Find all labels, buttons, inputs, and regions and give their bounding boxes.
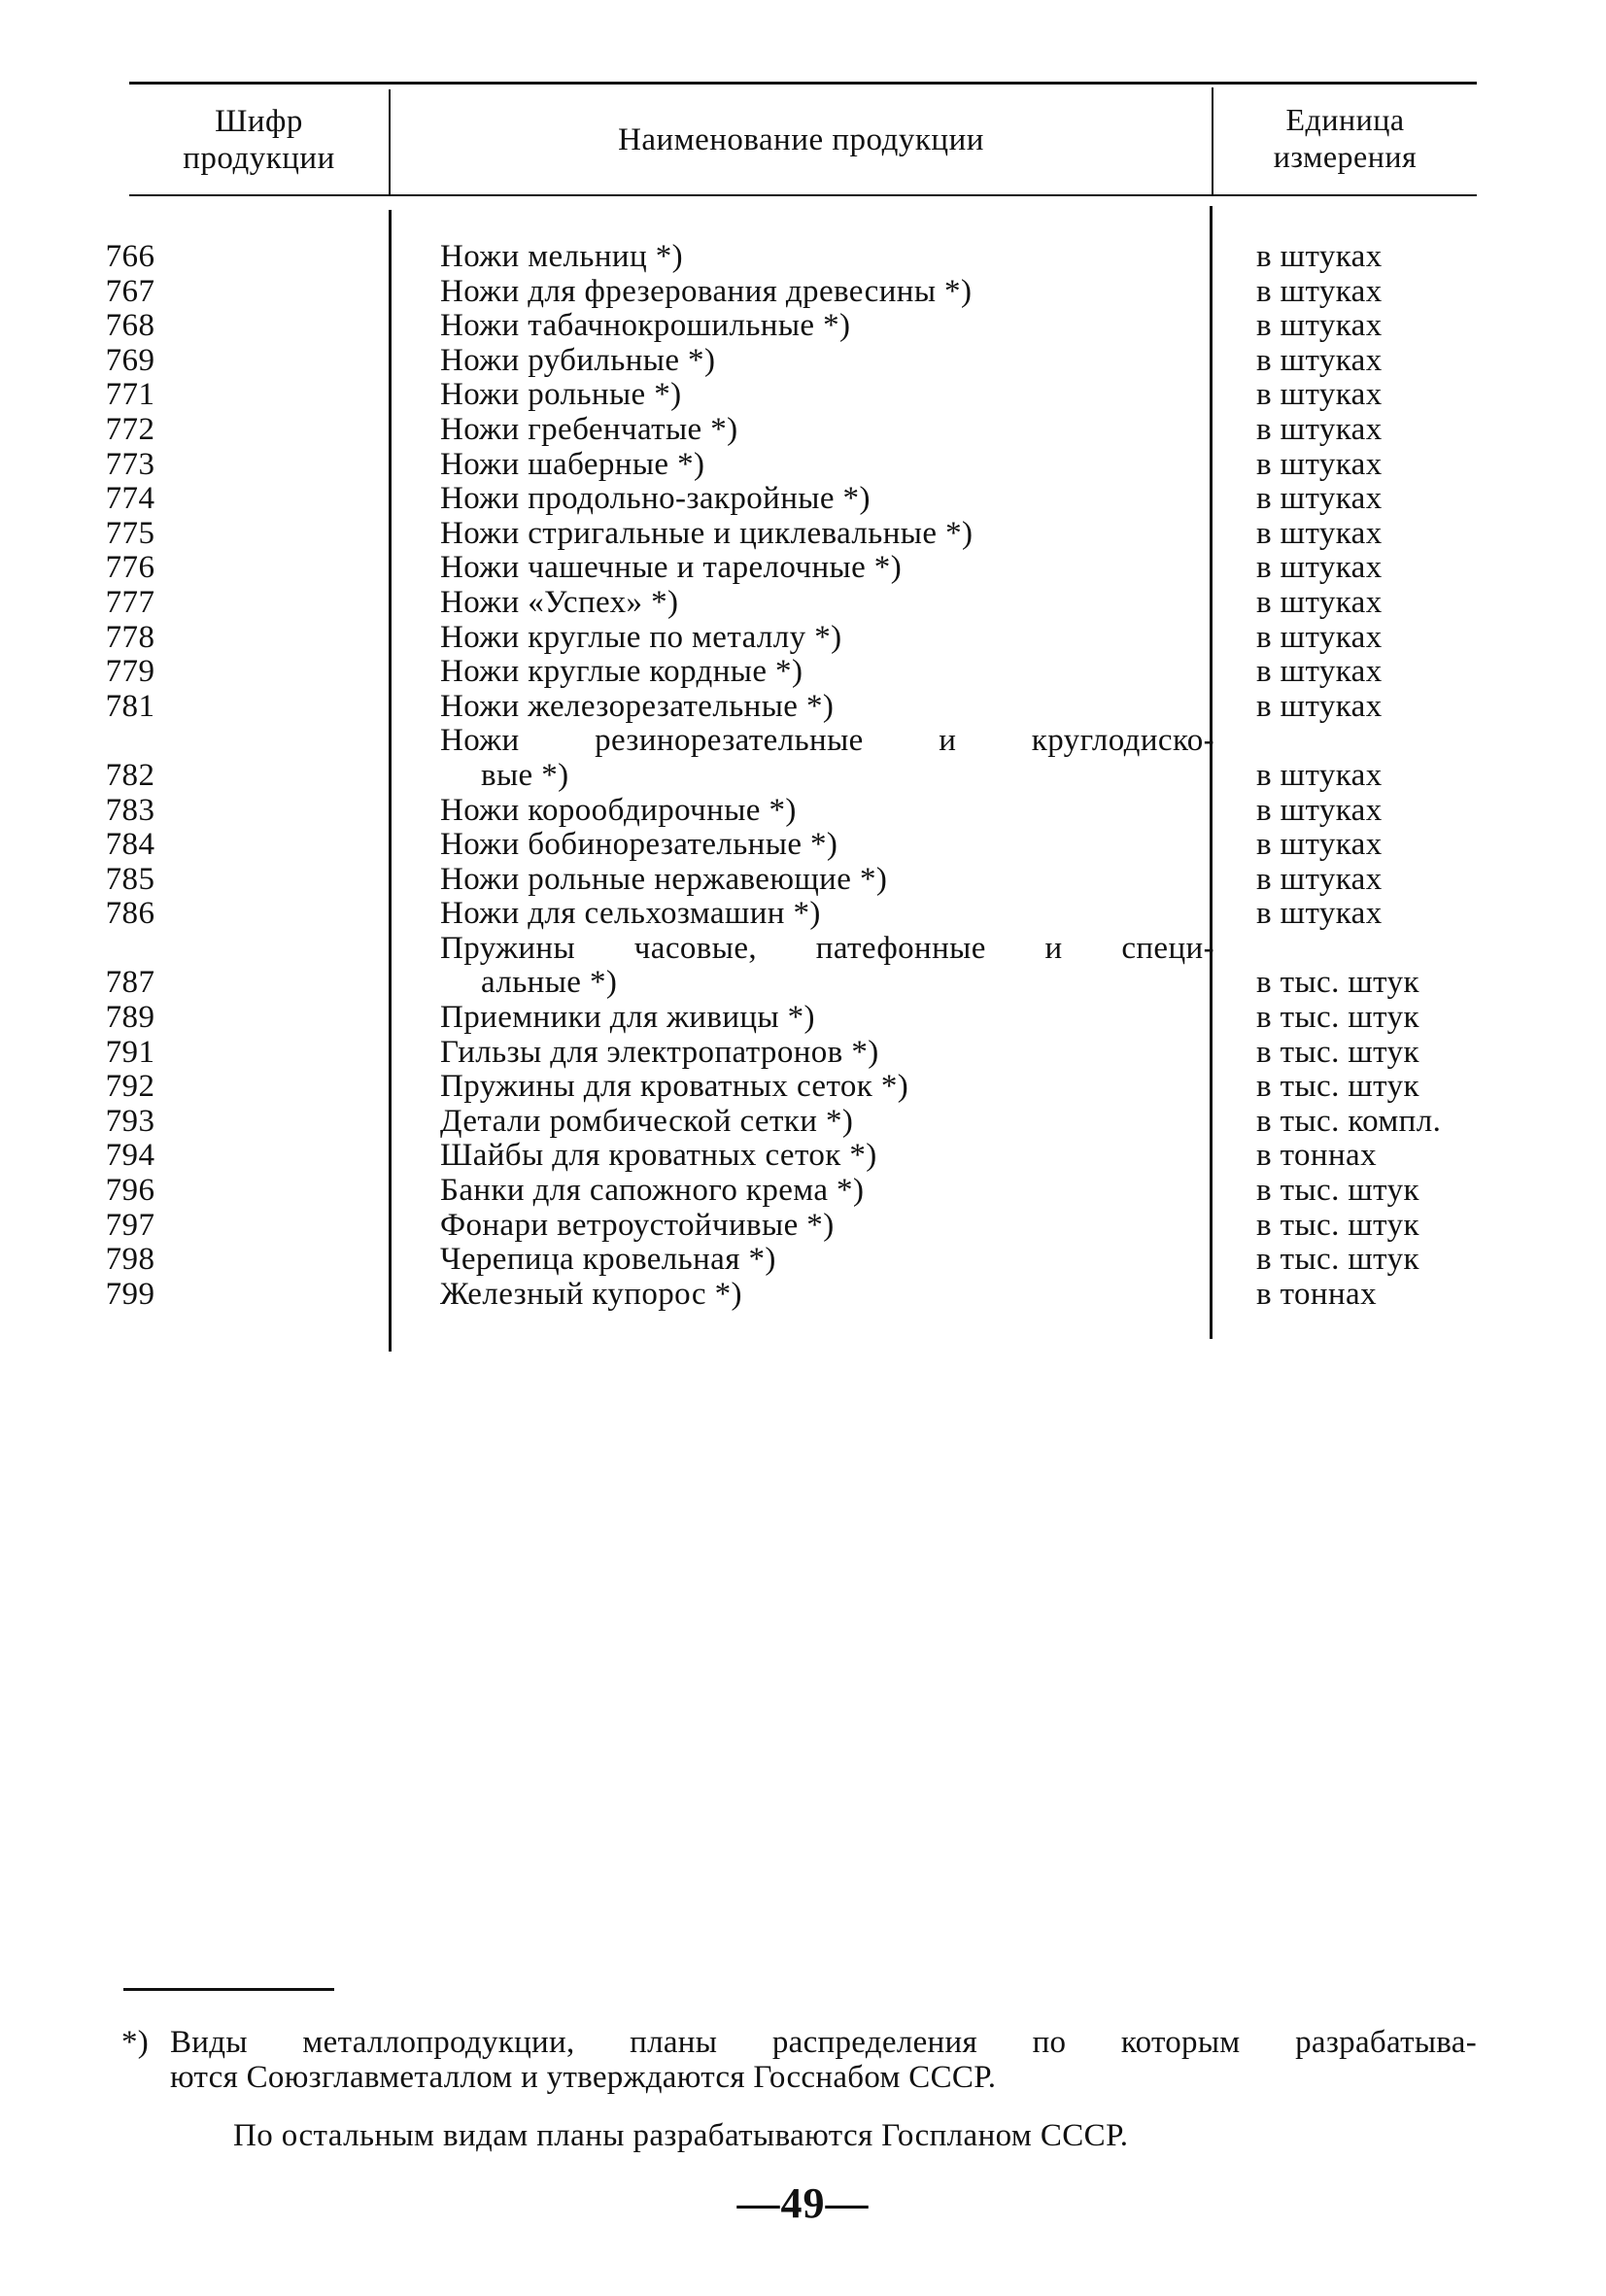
product-name-line: Фонари ветроустойчивые *) — [440, 1207, 835, 1243]
product-code: 776 — [105, 550, 155, 586]
product-name — [440, 517, 1214, 552]
page-number: —49— — [736, 2179, 870, 2227]
table-row — [0, 621, 1606, 656]
header-code-line1: Шифр — [215, 104, 303, 139]
product-name-continuation: альные *) — [481, 965, 618, 1001]
product-name-line: Пружины часовые, патефонные и специ- — [440, 930, 1214, 966]
product-name-line: Ножи рубильные *) — [440, 342, 716, 378]
product-code: 769 — [105, 342, 155, 378]
product-code: 771 — [105, 377, 155, 413]
unit-of-measure: в штуках — [1256, 584, 1383, 620]
table-row — [0, 897, 1606, 932]
product-code: 778 — [105, 619, 155, 655]
product-name — [440, 551, 1214, 586]
header-bottom-rule — [129, 194, 1477, 196]
product-code: 767 — [105, 273, 155, 309]
product-code: 773 — [105, 446, 155, 482]
header-code-line2: продукции — [183, 141, 335, 176]
product-code: 766 — [105, 239, 155, 274]
table-row — [0, 1278, 1606, 1313]
unit-of-measure: в штуках — [1256, 377, 1383, 413]
table-row — [0, 275, 1606, 310]
product-name-continuation: вые *) — [481, 757, 569, 793]
product-name — [440, 897, 1214, 932]
product-name — [440, 1278, 1214, 1313]
product-name-line: Черепица кровельная *) — [440, 1242, 776, 1278]
product-name-line: Ножи рольные *) — [440, 377, 682, 413]
product-name — [440, 724, 1214, 793]
table-row — [0, 1243, 1606, 1278]
table-row — [0, 1001, 1606, 1036]
product-name-line: Детали ромбической сетки *) — [440, 1103, 854, 1139]
unit-of-measure: в тыс. штук — [1256, 1242, 1419, 1278]
product-code: 797 — [105, 1207, 155, 1243]
product-name — [440, 1036, 1214, 1071]
product-code: 792 — [105, 1069, 155, 1105]
table-top-rule — [129, 82, 1477, 85]
header-name-text: Наименование продукции — [618, 122, 984, 157]
product-name-line: Ножи табачнокрошильные *) — [440, 308, 851, 344]
product-name — [440, 1139, 1214, 1174]
unit-of-measure: в штуках — [1256, 792, 1383, 828]
product-code: 787 — [105, 965, 155, 1001]
product-name-line: Ножи рольные нержавеющие *) — [440, 861, 888, 897]
product-name-line: Пружины для кроватных сеток *) — [440, 1069, 909, 1105]
product-code: 784 — [105, 827, 155, 863]
unit-of-measure: в штуках — [1256, 550, 1383, 586]
product-code: 774 — [105, 481, 155, 517]
product-code: 777 — [105, 584, 155, 620]
product-code: 783 — [105, 792, 155, 828]
table-row — [0, 655, 1606, 690]
table-row — [0, 586, 1606, 621]
product-name-line: Ножи бобинорезательные *) — [440, 827, 838, 863]
unit-of-measure: в тоннах — [1256, 1138, 1377, 1174]
product-code: 793 — [105, 1103, 155, 1139]
table-row — [0, 378, 1606, 413]
product-name — [440, 932, 1214, 1001]
table-row — [0, 794, 1606, 829]
unit-of-measure: в штуках — [1256, 827, 1383, 863]
product-name — [440, 621, 1214, 656]
product-name-line: Ножи мельниц *) — [440, 239, 683, 274]
header-unit-line2: измерения — [1273, 139, 1418, 174]
product-name — [440, 1070, 1214, 1105]
table-row — [0, 1139, 1606, 1174]
product-name-line: Ножи стригальные и циклевальные *) — [440, 515, 974, 551]
unit-of-measure: в штуках — [1256, 308, 1383, 344]
unit-of-measure: в тыс. компл. — [1256, 1103, 1442, 1139]
unit-of-measure: в тоннах — [1256, 1276, 1377, 1312]
product-name-line: Ножи «Успех» *) — [440, 584, 679, 620]
footnote-line2: ются Союзглавметаллом и утверждаются Госснабом СССР. — [170, 2060, 997, 2095]
unit-of-measure: в штуках — [1256, 273, 1383, 309]
product-code: 772 — [105, 411, 155, 447]
table-row — [0, 1174, 1606, 1209]
footnote-line1: Виды металлопродукции, планы распределения по которым разрабатыва- — [170, 2025, 1477, 2060]
unit-of-measure: в тыс. штук — [1256, 1173, 1419, 1209]
product-name-line: Приемники для живицы *) — [440, 1000, 815, 1036]
product-code: 782 — [105, 757, 155, 793]
product-name-line: Ножи резинорезательные и круглодиско- — [440, 723, 1214, 759]
product-name — [440, 586, 1214, 621]
unit-of-measure: в штуках — [1256, 896, 1383, 932]
product-name-line: Ножи чашечные и тарелочные *) — [440, 550, 903, 586]
unit-of-measure: в тыс. штук — [1256, 1069, 1419, 1105]
product-name — [440, 794, 1214, 829]
product-name-line: Гильзы для электропатронов *) — [440, 1034, 879, 1070]
unit-of-measure: в штуках — [1256, 239, 1383, 274]
unit-of-measure: в штуках — [1256, 342, 1383, 378]
product-code: 781 — [105, 688, 155, 724]
table-body — [0, 240, 1606, 1312]
product-name — [440, 1209, 1214, 1244]
table-row — [0, 828, 1606, 863]
header-unit — [1213, 101, 1477, 175]
unit-of-measure: в штуках — [1256, 481, 1383, 517]
product-name-line: Ножи корообдирочные *) — [440, 792, 797, 828]
product-name — [440, 863, 1214, 898]
table-row — [0, 482, 1606, 517]
product-name — [440, 275, 1214, 310]
table-row — [0, 1209, 1606, 1244]
product-name-line: Ножи гребенчатые *) — [440, 411, 738, 447]
product-code: 794 — [105, 1138, 155, 1174]
product-name-line: Ножи продольно-закройные *) — [440, 481, 871, 517]
product-code: 791 — [105, 1034, 155, 1070]
product-name — [440, 378, 1214, 413]
product-name — [440, 1243, 1214, 1278]
product-code: 789 — [105, 1000, 155, 1036]
table-row — [0, 517, 1606, 552]
product-code: 799 — [105, 1276, 155, 1312]
footnote — [121, 2025, 1477, 2095]
product-name-line: Ножи для фрезерования древесины *) — [440, 273, 973, 309]
footnote-mark: *) — [121, 2025, 150, 2060]
table-row — [0, 724, 1606, 793]
unit-of-measure: в тыс. штук — [1256, 965, 1419, 1001]
unit-of-measure: в штуках — [1256, 757, 1383, 793]
table-row — [0, 309, 1606, 344]
product-code: 796 — [105, 1173, 155, 1209]
product-name — [440, 240, 1214, 275]
table-row — [0, 1105, 1606, 1140]
table-row — [0, 448, 1606, 483]
unit-of-measure: в штуках — [1256, 515, 1383, 551]
product-code: 775 — [105, 515, 155, 551]
table-row — [0, 1036, 1606, 1071]
table-row — [0, 344, 1606, 379]
product-name-line: Ножи круглые по металлу *) — [440, 619, 842, 655]
note: По остальным видам планы разрабатываются Госпланом СССР. — [233, 2118, 1129, 2153]
product-name — [440, 655, 1214, 690]
table-row — [0, 863, 1606, 898]
product-name — [440, 309, 1214, 344]
unit-of-measure: в штуках — [1256, 654, 1383, 690]
table-row — [0, 1070, 1606, 1105]
product-name — [440, 1174, 1214, 1209]
product-name — [440, 344, 1214, 379]
unit-of-measure: в тыс. штук — [1256, 1034, 1419, 1070]
unit-of-measure: в тыс. штук — [1256, 1207, 1419, 1243]
unit-of-measure: в штуках — [1256, 411, 1383, 447]
product-name-line: Ножи шаберные *) — [440, 446, 705, 482]
product-code: 779 — [105, 654, 155, 690]
product-code: 785 — [105, 861, 155, 897]
table-row — [0, 240, 1606, 275]
product-name — [440, 482, 1214, 517]
product-code: 798 — [105, 1242, 155, 1278]
table-row — [0, 932, 1606, 1001]
product-name-line: Ножи железорезательные *) — [440, 688, 835, 724]
product-name — [440, 1001, 1214, 1036]
product-name — [440, 448, 1214, 483]
product-name — [440, 1105, 1214, 1140]
table-row — [0, 551, 1606, 586]
product-name-line: Железный купорос *) — [440, 1276, 742, 1312]
footnote-rule — [123, 1988, 334, 1991]
unit-of-measure: в штуках — [1256, 619, 1383, 655]
unit-of-measure: в штуках — [1256, 688, 1383, 724]
unit-of-measure: в тыс. штук — [1256, 1000, 1419, 1036]
unit-of-measure: в штуках — [1256, 861, 1383, 897]
header-unit-line1: Единица — [1285, 102, 1405, 137]
table-row — [0, 413, 1606, 448]
header-name — [391, 121, 1212, 158]
table-row — [0, 690, 1606, 725]
product-name-line: Ножи для сельхозмашин *) — [440, 896, 821, 932]
product-name-line: Банки для сапожного крема *) — [440, 1173, 865, 1209]
product-code: 786 — [105, 896, 155, 932]
unit-of-measure: в штуках — [1256, 446, 1383, 482]
product-name — [440, 828, 1214, 863]
product-name-line: Ножи круглые кордные *) — [440, 654, 803, 690]
product-name-line: Шайбы для кроватных сеток *) — [440, 1138, 877, 1174]
product-name — [440, 690, 1214, 725]
product-name — [440, 413, 1214, 448]
header-code — [129, 103, 389, 177]
product-code: 768 — [105, 308, 155, 344]
